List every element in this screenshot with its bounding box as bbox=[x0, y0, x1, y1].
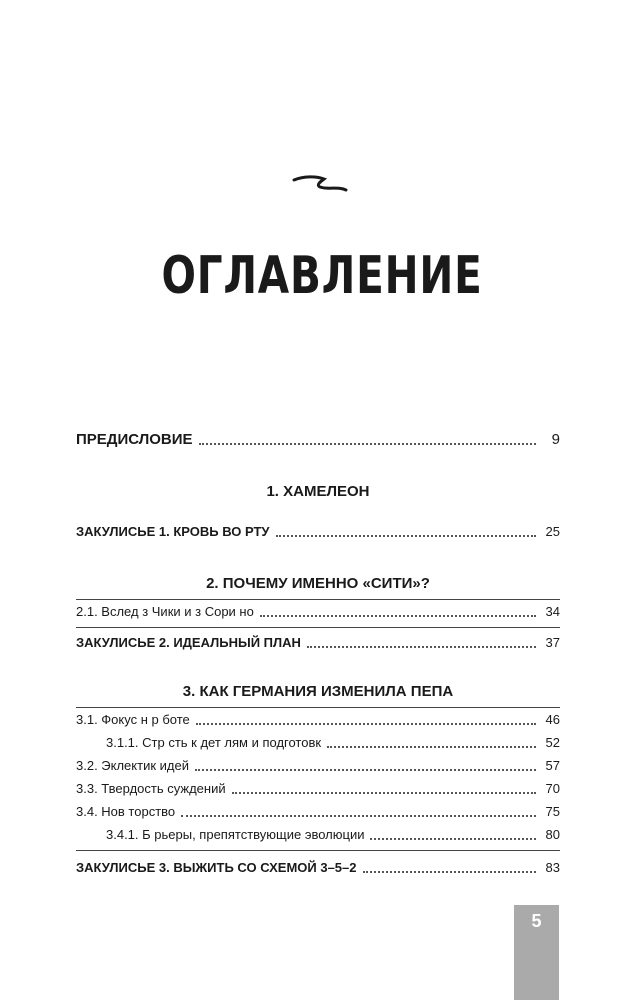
dot-leader bbox=[195, 769, 536, 771]
dot-leader bbox=[196, 723, 536, 725]
dot-leader bbox=[327, 746, 536, 748]
entry-page: 37 bbox=[545, 635, 560, 650]
entry-page: 25 bbox=[545, 524, 560, 539]
entry-page: 9 bbox=[551, 431, 560, 448]
table-of-contents bbox=[76, 432, 560, 876]
toc-entry-3-1-1[interactable] bbox=[76, 735, 560, 751]
page-number-tab bbox=[514, 905, 559, 1000]
toc-entry-3-1[interactable] bbox=[76, 712, 560, 728]
entry-label: 3.1. Фокус н р боте bbox=[76, 712, 190, 727]
entry-label: 2.1. Вслед з Чики и з Сори но bbox=[76, 604, 254, 619]
dot-leader bbox=[307, 646, 536, 648]
entry-label: 3.4.1. Б рьеры, препятствующие эволюции bbox=[106, 827, 365, 842]
toc-entry-2-1[interactable] bbox=[76, 604, 560, 620]
entry-label: ЗАКУЛИСЬЕ 2. ИДЕАЛЬНЫЙ ПЛАН bbox=[76, 635, 301, 650]
entry-label: ЗАКУЛИСЬЕ 3. ВЫЖИТЬ СО СХЕМОЙ 3–5–2 bbox=[76, 860, 357, 875]
entry-label: 3.3. Твердость суждений bbox=[76, 781, 226, 796]
dot-leader bbox=[199, 443, 536, 445]
section-heading: 3. КАК ГЕРМАНИЯ ИЗМЕНИЛА ПЕПА bbox=[182, 683, 454, 700]
entry-label: 3.2. Эклектик идей bbox=[76, 758, 189, 773]
entry-page: 46 bbox=[545, 712, 560, 727]
toc-entry-backstage-1[interactable] bbox=[76, 524, 560, 540]
dot-leader bbox=[232, 792, 536, 794]
ornament-flourish-icon bbox=[290, 168, 350, 198]
toc-entry-backstage-2[interactable] bbox=[76, 635, 560, 651]
section-heading: 2. ПОЧЕМУ ИМЕННО «СИТИ»? bbox=[206, 575, 430, 592]
section-heading: 1. ХАМЕЛЕОН bbox=[266, 483, 370, 500]
toc-entry-3-4-1[interactable] bbox=[76, 827, 560, 843]
entry-page: 57 bbox=[545, 758, 560, 773]
entry-label: ЗАКУЛИСЬЕ 1. КРОВЬ ВО РТУ bbox=[76, 524, 270, 539]
toc-entry-backstage-3[interactable] bbox=[76, 860, 560, 876]
toc-entry-3-2[interactable] bbox=[76, 758, 560, 774]
page-title: ОГЛАВЛЕНИЕ bbox=[161, 246, 483, 306]
entry-page: 70 bbox=[545, 781, 560, 796]
entry-label: 3.1.1. Стр сть к дет лям и подготовк bbox=[106, 735, 322, 750]
dot-leader bbox=[181, 815, 536, 817]
entry-page: 34 bbox=[545, 604, 560, 619]
entry-page: 52 bbox=[545, 735, 560, 750]
dot-leader bbox=[363, 871, 537, 873]
entry-label: ПРЕДИСЛОВИЕ bbox=[76, 431, 193, 448]
dot-leader bbox=[370, 838, 536, 840]
dot-leader bbox=[260, 615, 536, 617]
toc-entry-preface[interactable] bbox=[76, 432, 560, 448]
entry-label: 3.4. Нов торство bbox=[76, 804, 176, 819]
toc-entry-3-3[interactable] bbox=[76, 781, 560, 797]
entry-page: 75 bbox=[545, 804, 560, 819]
toc-entry-3-4[interactable] bbox=[76, 804, 560, 820]
entry-page: 80 bbox=[545, 827, 560, 842]
dot-leader bbox=[276, 535, 536, 537]
page-number: 5 bbox=[531, 911, 542, 931]
entry-page: 83 bbox=[545, 860, 560, 875]
